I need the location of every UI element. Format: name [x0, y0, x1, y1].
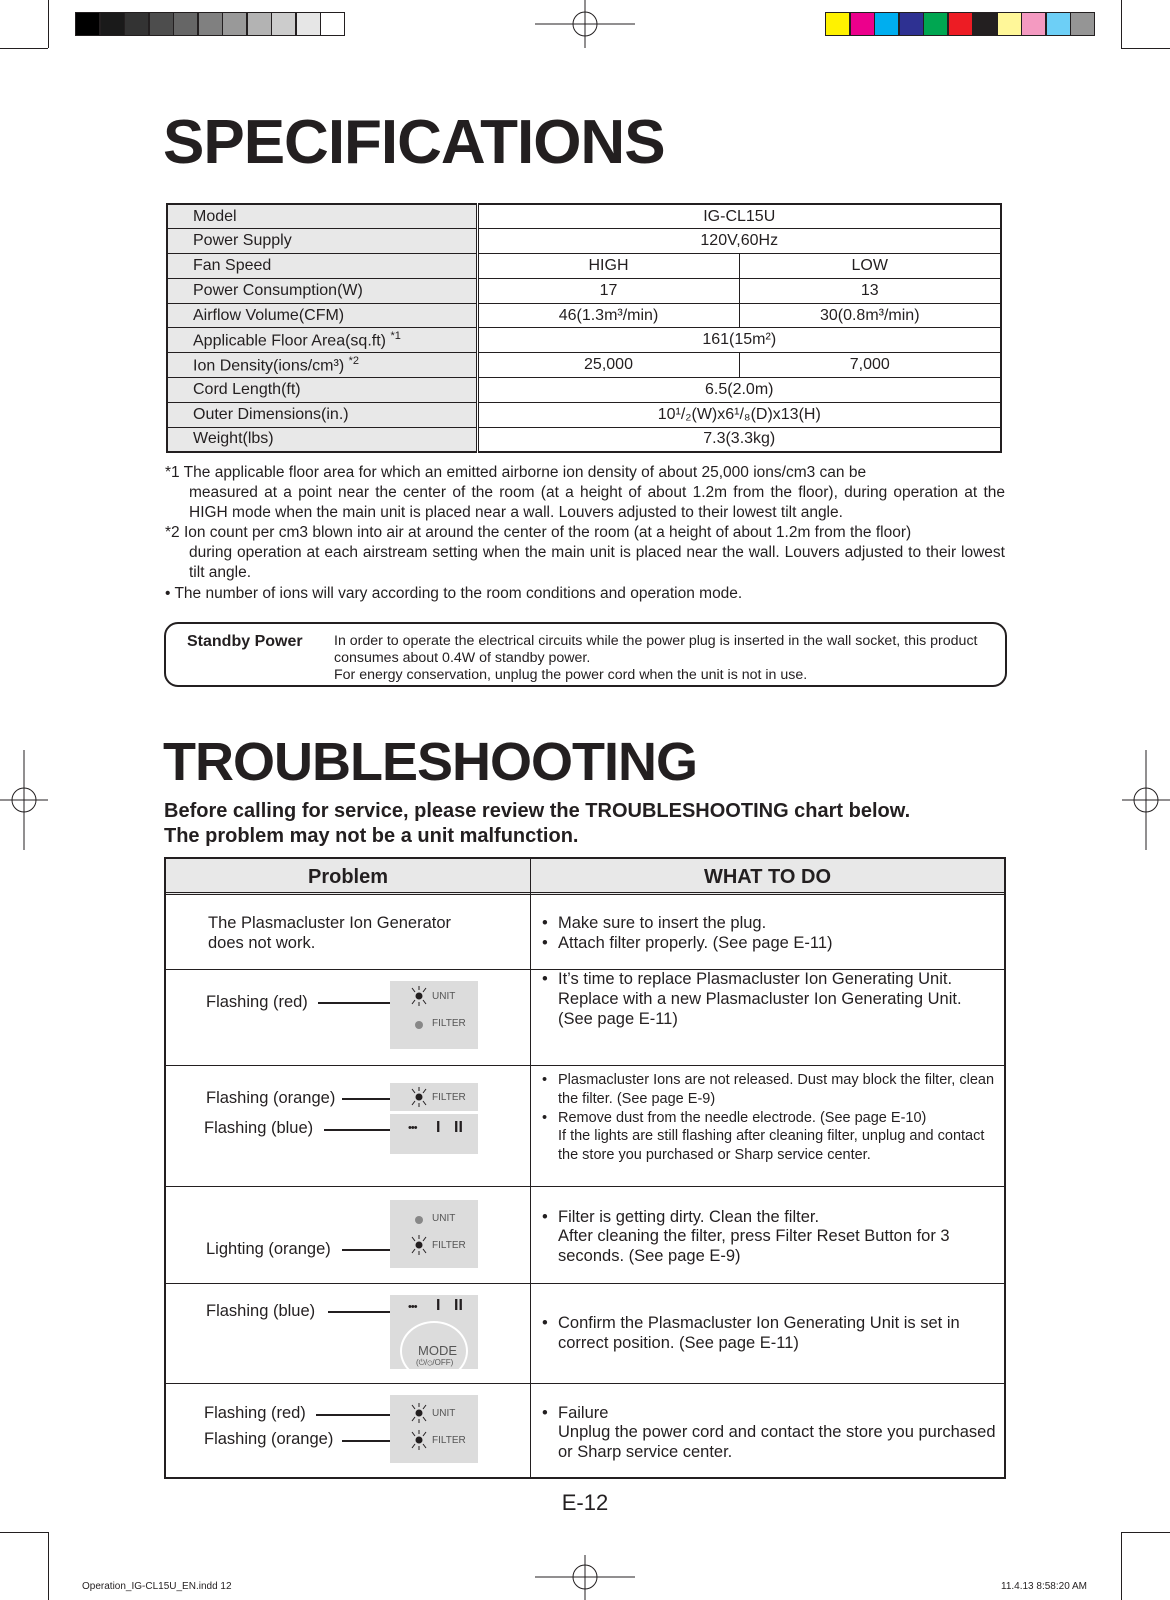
todo-list: • Filter is getting dirty. Clean the filter.: [542, 1207, 997, 1227]
table-row: Power Supply 120V,60Hz: [167, 229, 1001, 254]
flashing-light-icon: [409, 1430, 429, 1450]
problem-text: Flashing (red): [206, 993, 308, 1011]
flashing-light-icon: [409, 1403, 429, 1423]
footnote-2: *2 Ion count per cm3 blown into air at around the center of the room (at a height of about 1.2m from the floor) during operation at each airstream setting when the main unit is placed near the wall. Louvers adjusted to their lowest tilt angle.: [165, 524, 1005, 581]
specifications-heading: SPECIFICATIONS: [163, 108, 665, 177]
color-swatch: [874, 12, 899, 36]
table-row: Outer Dimensions(in.) 10¹/₂(W)x6¹/₈(D)x13(H): [167, 402, 1001, 427]
problem-text: Flashing (blue): [206, 1302, 316, 1320]
ion-indicator-panel: ••• I II: [390, 1114, 478, 1154]
problem-text: Flashing (red): [204, 1404, 306, 1422]
todo-list: • Make sure to insert the plug. • Attach filter properly. (See page E-11): [542, 913, 997, 953]
table-row: Airflow Volume(CFM) 46(1.3m³/min) 30(0.8m³/min): [167, 303, 1001, 328]
standby-power-box: [164, 622, 1007, 687]
problem-text: Lighting (orange): [206, 1240, 331, 1258]
table-row: Weight(lbs) 7.3(3.3kg): [167, 427, 1001, 452]
color-swatch: [1046, 12, 1071, 36]
flashing-light-icon: [409, 1087, 429, 1107]
page-number: E-12: [561, 1490, 609, 1515]
table-row: Model IG-CL15U: [167, 204, 1001, 229]
color-swatch: [320, 12, 345, 36]
indicator-panel: UNIT FILTER: [390, 1200, 478, 1268]
specifications-table: [166, 203, 1002, 453]
color-swatch: [972, 12, 997, 36]
footnote-1: *1 The applicable floor area for which an emitted airborne ion density of about 25,000 ions/cm3 can be measured at a point near the center of the room (at a height of about 1.2m from the floor), during operation at the HIGH mode when the main unit is placed near a wall. Louvers adjusted to their lowest tilt angle.: [165, 464, 1005, 521]
todo-note: Unplug the power cord and contact the store you purchased or Sharp service center.: [558, 1423, 996, 1461]
standby-power-text: In order to operate the electrical circuits while the power plug is inserted in the wall socket, this product consumes about 0.4W of standby power. For energy conservation, unplug the power cord when the unit is not in use.: [334, 633, 978, 683]
problem-text: The Plasmacluster Ion Generator does not work.: [208, 914, 452, 952]
color-swatch: [948, 12, 973, 36]
color-swatch: [198, 12, 223, 36]
table-row: Cord Length(ft) 6.5(2.0m): [167, 378, 1001, 403]
table-row: Ion Density(ions/cm³) $^{*2}$ 25,000 7,000: [167, 353, 1001, 378]
color-swatch: [923, 12, 948, 36]
color-swatch: [271, 12, 296, 36]
table-row: Power Consumption(W) 17 13: [167, 278, 1001, 303]
color-swatch: [1070, 12, 1095, 36]
todo-list: • Failure: [542, 1403, 997, 1423]
indicator-panel: UNIT FILTER: [390, 1395, 478, 1463]
color-swatch: [75, 12, 100, 36]
column-header-problem: Problem: [166, 859, 530, 895]
color-swatch: [825, 12, 850, 36]
color-swatch: [222, 12, 247, 36]
mode-indicator-panel: ••• I II MODE (⏻/⊙/OFF): [390, 1295, 478, 1369]
color-swatch: [100, 12, 125, 36]
color-swatch: [997, 12, 1022, 36]
color-swatch: [247, 12, 272, 36]
indicator-panel: FILTER: [390, 1083, 478, 1111]
todo-note: After cleaning the filter, press Filter Reset Button for 3 seconds. (See page E-9): [558, 1227, 950, 1265]
color-swatch: [899, 12, 924, 36]
color-swatch: [124, 12, 149, 36]
footnote-3: • The number of ions will vary according to the room conditions and operation mode.: [165, 585, 743, 602]
standby-power-label: Standby Power: [187, 633, 303, 650]
troubleshooting-table: [164, 857, 1006, 1479]
troubleshooting-heading: TROUBLESHOOTING: [163, 732, 697, 792]
problem-text: Flashing (orange): [204, 1430, 334, 1448]
color-swatch: [173, 12, 198, 36]
table-row: Fan Speed HIGH LOW: [167, 254, 1001, 279]
color-swatch: [850, 12, 875, 36]
registration-target-icon: [535, 1555, 635, 1600]
registration-target-icon: [1122, 750, 1170, 850]
indicator-panel: UNIT FILTER: [390, 981, 478, 1049]
color-swatch: [149, 12, 174, 36]
filter-light-icon: [415, 1021, 423, 1029]
file-slug: Operation_IG-CL15U_EN.indd 12: [82, 1581, 232, 1592]
column-header-what-to-do: WHAT TO DO: [531, 859, 1004, 895]
table-row: Applicable Floor Area(sq.ft) $^{*1}$ 161(15m²): [167, 328, 1001, 353]
problem-text: Flashing (blue): [204, 1119, 314, 1137]
todo-list: • Plasmacluster Ions are not released. Dust may block the filter, clean the filter. (See page E-9) • Remove dust from the needle electrode. (See page E-10): [542, 1071, 997, 1128]
registration-target-icon: [535, 0, 635, 48]
lit-light-icon: [409, 1235, 429, 1255]
flashing-light-icon: [409, 986, 429, 1006]
registration-target-icon: [0, 750, 48, 850]
todo-list: • It’s time to replace Plasmacluster Ion Generating Unit. Replace with a new Plasmacluster Ion Generating Unit. (See page E-11): [542, 969, 997, 1029]
unit-light-icon: [415, 1216, 423, 1224]
troubleshooting-intro-line-1: Before calling for service, please review the TROUBLESHOOTING chart below.: [164, 800, 911, 822]
troubleshooting-intro-line-2: The problem may not be a unit malfunction.: [164, 825, 579, 847]
color-swatch: [296, 12, 321, 36]
todo-list: • Confirm the Plasmacluster Ion Generating Unit is set in correct position. (See page E-11): [542, 1313, 997, 1353]
color-swatch: [1021, 12, 1046, 36]
problem-text: Flashing (orange): [206, 1089, 336, 1107]
print-timestamp: 11.4.13 8:58:20 AM: [1001, 1581, 1087, 1592]
todo-note: If the lights are still flashing after cleaning filter, unplug and contact the store you purchased or Sharp service center.: [558, 1128, 985, 1163]
